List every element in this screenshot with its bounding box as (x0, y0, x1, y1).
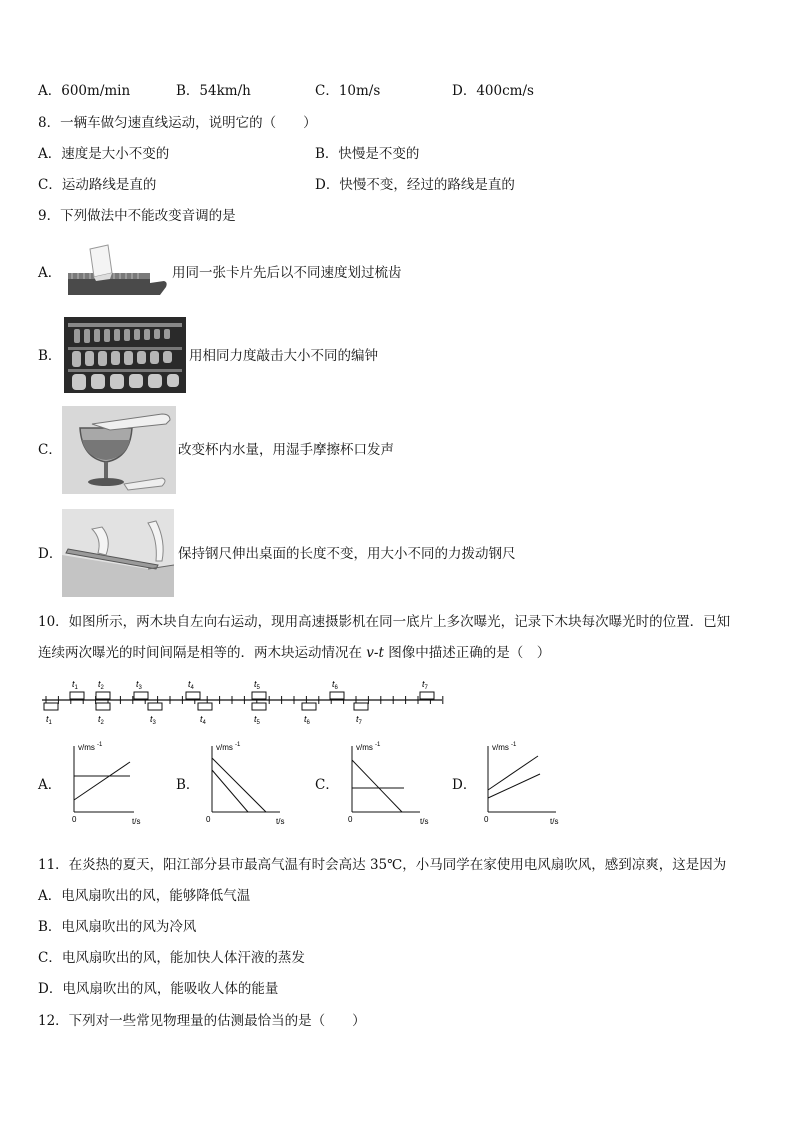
strobe-bottom-7-label: $t_7$ (356, 714, 362, 726)
graph-c-line-decreasing (352, 760, 402, 812)
q10-stem-line1: 10．如图所示，两木块自左向右运动，现用高速摄影机在同一底片上多次曝光，记录下木块每次曝光时的位置．已知 (38, 614, 731, 630)
strobe-bottom-6-label: $t_6$ (304, 714, 310, 726)
strobe-bottom-3-label: $t_3$ (150, 714, 156, 726)
graph-d-line-steep (488, 756, 538, 790)
strobe-top-4-label: $t_4$ (188, 679, 194, 691)
strobe-diagram (40, 676, 444, 726)
q11-option-d: D．电风扇吹出的风，能吸收人体的能量 (38, 981, 279, 997)
strobe-bottom-2-label: $t_2$ (98, 714, 104, 726)
graph-d-xlabel: t/s (550, 817, 559, 826)
strobe-bottom-4-block (198, 703, 212, 710)
graph-a-ylabel: v/ms (78, 743, 95, 752)
strobe-top-2-label: $t_2$ (98, 679, 104, 691)
strobe-bottom-5-label: $t_5$ (254, 714, 260, 726)
comb-card-image (64, 243, 170, 301)
q9-option-a-letter: A． (38, 265, 62, 281)
graph-a-ylabel-sup: -1 (97, 742, 103, 748)
strobe-bottom-6-block (302, 703, 316, 710)
q11-option-b: B．电风扇吹出的风为冷风 (38, 919, 197, 935)
q7-option-d: D．400cm/s (452, 83, 534, 99)
graph-c-ylabel-sup: -1 (375, 742, 381, 748)
strobe-bottom-4-label: $t_4$ (200, 714, 206, 726)
graph-a-origin: 0 (72, 815, 77, 824)
graph-b-line-slow (212, 758, 266, 812)
graph-a-xlabel: t/s (132, 817, 141, 826)
q10-stem-vt: v-t (366, 645, 384, 661)
q10-stem-post: 图像中描述正确的是（ ） (383, 645, 551, 661)
q10-option-c: C． (315, 777, 339, 793)
strobe-top-5-label: $t_5$ (254, 679, 260, 691)
strobe-bottom-7-block (354, 703, 368, 710)
strobe-top-1-label: $t_1$ (72, 679, 78, 691)
q10-option-a: A． (38, 777, 62, 793)
q7-option-c: C．10m/s (315, 83, 381, 99)
graph-b-ylabel-sup: -1 (235, 742, 241, 748)
graph-d-line-shallow (488, 774, 540, 798)
q11-stem: 11．在炎热的夏天，阳江部分县市最高气温有时会高达 35℃，小马同学在家使用电风扇吹风，感到凉爽，这是因为 (38, 857, 727, 873)
q12-stem: 12．下列对一些常见物理量的估测最恰当的是（ ） (38, 1013, 366, 1029)
q9-option-d-letter: D． (38, 546, 63, 562)
q8-option-a: A．速度是大小不变的 (38, 146, 170, 162)
strobe-top-5-block (252, 692, 266, 699)
q8-option-c: C．运动路线是直的 (38, 177, 157, 193)
q9-option-a-text: 用同一张卡片先后以不同速度划过梳齿 (172, 265, 402, 281)
q9-stem: 9．下列做法中不能改变音调的是 (38, 208, 236, 224)
graph-c-origin: 0 (348, 815, 353, 824)
vt-graph-d (476, 740, 568, 826)
q9-option-c-text: 改变杯内水量，用湿手摩擦杯口发声 (178, 442, 394, 458)
q10-option-b: B． (176, 777, 200, 793)
strobe-top-2-block (96, 692, 110, 699)
strobe-top-3-block (134, 692, 148, 699)
strobe-top-1-block (70, 692, 84, 699)
q10-option-d: D． (452, 777, 477, 793)
strobe-top-7-block (420, 692, 434, 699)
q11-option-c: C．电风扇吹出的风，能加快人体汗液的蒸发 (38, 950, 305, 966)
graph-c-ylabel: v/ms (356, 743, 373, 752)
q7-option-b: B．54km/h (176, 83, 251, 99)
strobe-top-3-label: $t_3$ (136, 679, 142, 691)
q8-option-b: B．快慢是不变的 (315, 146, 420, 162)
q9-option-b-text: 用相同力度敲击大小不同的编钟 (189, 348, 378, 364)
strobe-top-6-block (330, 692, 344, 699)
strobe-bottom-1-label: $t_1$ (46, 714, 52, 726)
strobe-top-4-block (186, 692, 200, 699)
vt-graph-b (200, 740, 292, 826)
strobe-bottom-3-block (148, 703, 162, 710)
q11-option-a: A．电风扇吹出的风，能够降低气温 (38, 888, 251, 904)
steel-ruler-image (62, 509, 174, 597)
strobe-top-6-label: $t_6$ (332, 679, 338, 691)
chime-bells-image (64, 317, 186, 393)
strobe-bottom-1-block (44, 703, 58, 710)
q10-stem-pre: 连续两次曝光的时间间隔是相等的．两木块运动情况在 (38, 645, 367, 661)
q7-option-a: A．600m/min (38, 83, 131, 99)
graph-c-xlabel: t/s (420, 817, 429, 826)
q10-stem-line2 (38, 644, 550, 662)
graph-b-xlabel: t/s (276, 817, 285, 826)
graph-d-ylabel: v/ms (492, 743, 509, 752)
graph-a-line-increasing (74, 762, 130, 800)
vt-graph-a (62, 740, 146, 826)
q8-option-d: D．快慢不变，经过的路线是直的 (315, 177, 515, 193)
strobe-bottom-2-block (96, 703, 110, 710)
q9-option-d-text: 保持钢尺伸出桌面的长度不变，用大小不同的力拨动钢尺 (178, 546, 516, 562)
wine-glass-image (62, 406, 176, 494)
q9-option-b-letter: B． (38, 348, 62, 364)
strobe-top-7-label: $t_7$ (422, 679, 428, 691)
graph-d-ylabel-sup: -1 (511, 742, 517, 748)
q9-option-c-letter: C． (38, 442, 62, 458)
vt-graph-c (340, 740, 432, 826)
graph-b-origin: 0 (206, 815, 211, 824)
graph-b-ylabel: v/ms (216, 743, 233, 752)
graph-d-origin: 0 (484, 815, 489, 824)
q8-stem: 8．一辆车做匀速直线运动，说明它的（ ） (38, 115, 317, 131)
strobe-bottom-5-block (252, 703, 266, 710)
